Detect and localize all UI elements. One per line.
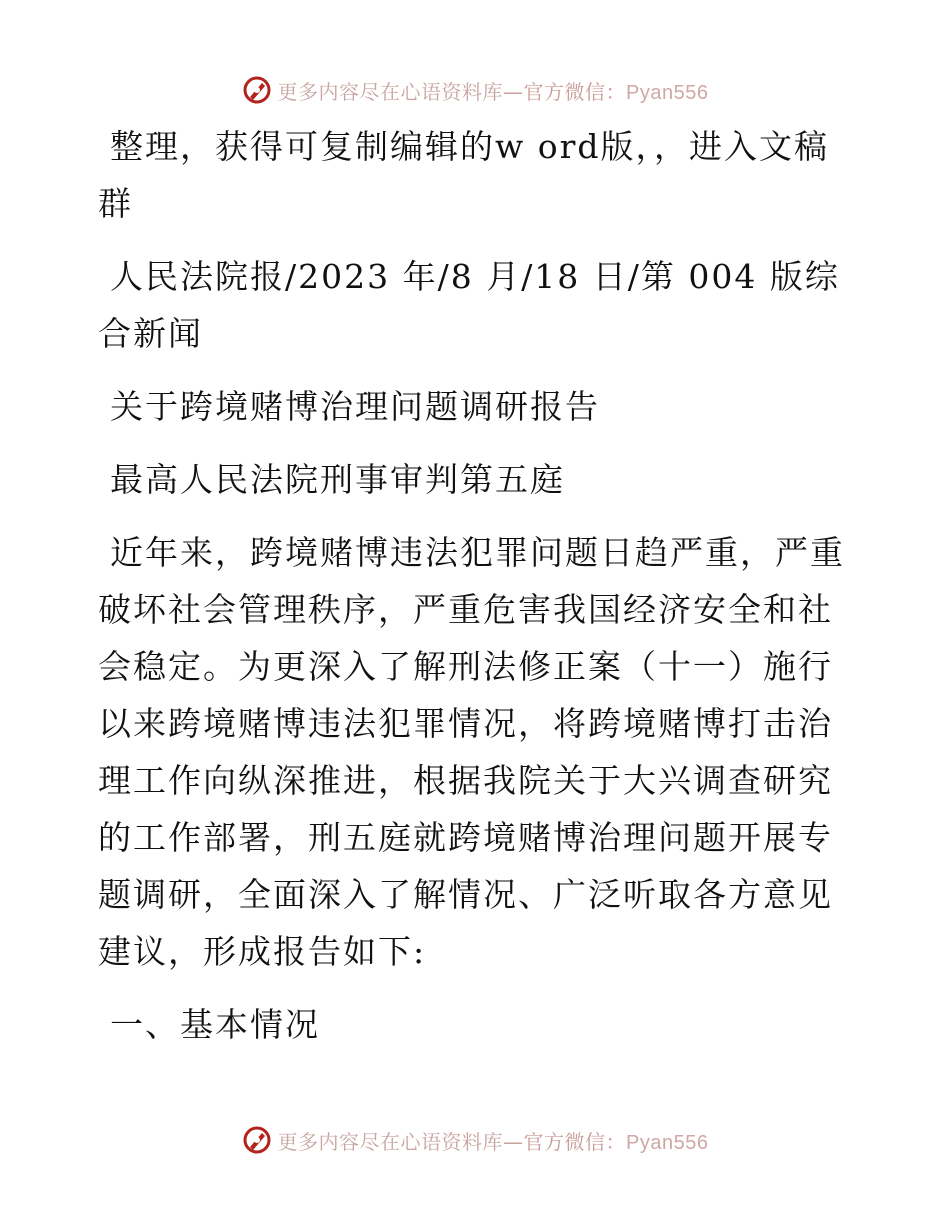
footer-watermark: [0, 1120, 950, 1160]
doc-section-heading: 一、基本情况: [110, 1005, 320, 1044]
doc-author: 最高人民法院刑事审判第五庭: [110, 460, 565, 499]
pen-logo-icon: [242, 75, 272, 105]
watermark-text: 更多内容尽在心语资料库—官方微信：Pyan556: [277, 79, 709, 104]
pen-logo-icon: [242, 1125, 272, 1155]
doc-source-line: 人民法院报/2023 年/8 月/18 日/第 004 版综合新闻: [98, 257, 840, 353]
doc-title: 关于跨境赌博治理问题调研报告: [110, 387, 600, 426]
doc-note-line: 整理，获得可复制编辑的w ord版，，进入文稿群: [98, 127, 830, 223]
document-body: [98, 118, 858, 1069]
watermark-text: 更多内容尽在心语资料库—官方微信：Pyan556: [277, 1129, 709, 1154]
doc-intro-paragraph: 近年来，跨境赌博违法犯罪问题日趋严重，严重破坏社会管理秩序，严重危害我国经济安全和社会稳定。为更深入了解刑法修正案（十一）施行以来跨境赌博违法犯罪情况，将跨境赌博打击治理工作向纵深推进，根据我院关于大兴调查研究的工作部署，刑五庭就跨境赌博治理问题开展专题调研，全面深入了解情况、广泛听取各方意见建议，形成报告如下:: [98, 533, 845, 971]
header-watermark: [0, 70, 950, 110]
